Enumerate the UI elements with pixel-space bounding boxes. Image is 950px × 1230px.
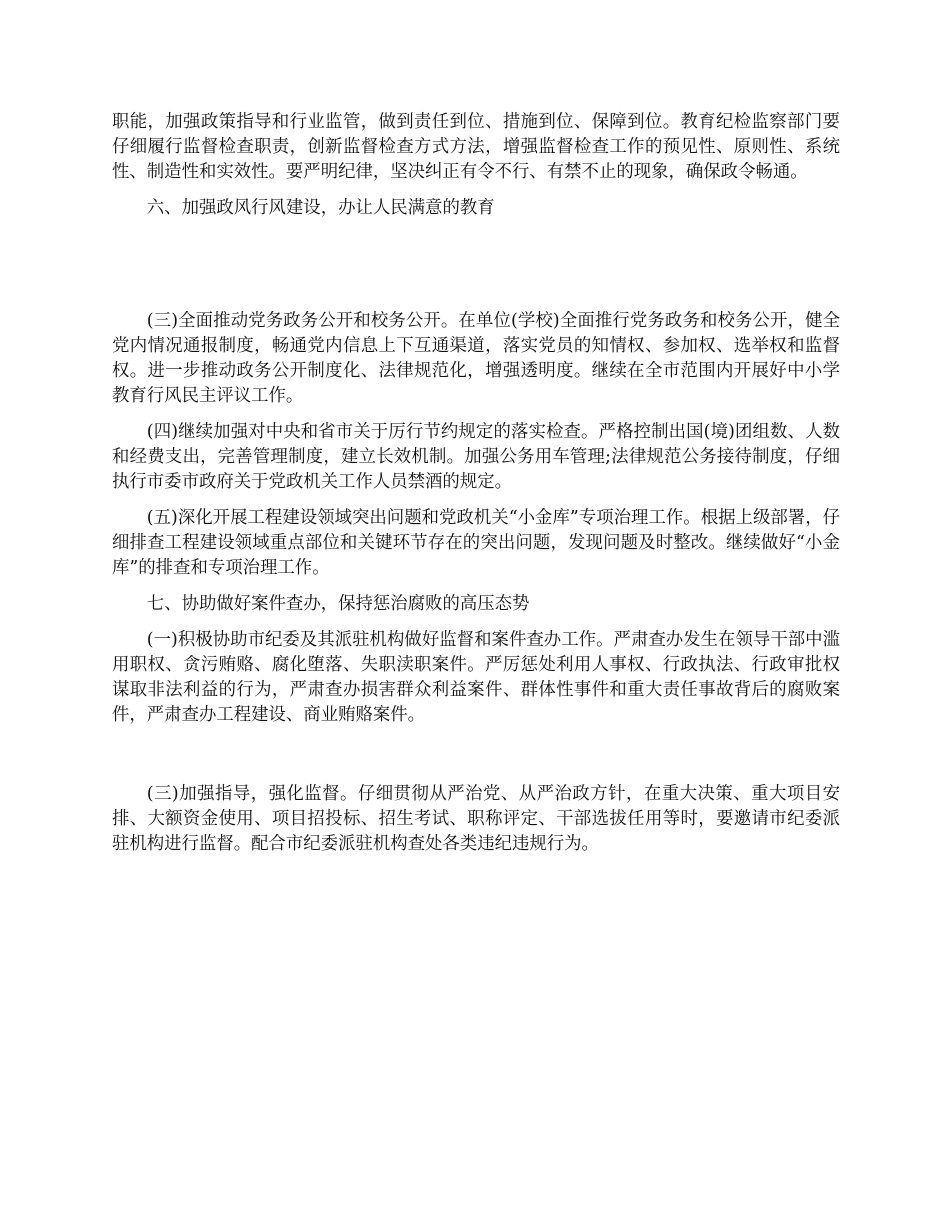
- paragraph-item-three-supervision: (三)加强指导，强化监督。仔细贯彻从严治党、从严治政方针，在重大决策、重大项目安排、大额资金使用、项目招投标、招生考试、职称评定、干部选拔任用等时，要邀请市纪委派驻机构进行监督。配合市纪委派驻机构查处各类违纪违规行为。: [112, 784, 840, 854]
- paragraph-continuation: 职能，加强政策指导和行业监管，做到责任到位、措施到位、保障到位。教育纪检监察部门要仔细履行监督检查职责，创新监督检查方式方法，增强监督检查工作的预见性、原则性、系统性、制造性和实效性。要严明纪律，坚决纠正有令不行、有禁不止的现象，确保政令畅通。: [112, 112, 840, 182]
- paragraph-item-three-openness: (三)全面推动党务政务公开和校务公开。在单位(学校)全面推行党务政务和校务公开，健全党内情况通报制度，畅通党内信息上下互通渠道，落实党员的知情权、参加权、选举权和监督权。进一步推动政务公开制度化、法律规范化，增强透明度。继续在全市范围内开展好中小学教育行风民主评议工作。: [112, 311, 840, 406]
- paragraph-item-one-cases: (一)积极协助市纪委及其派驻机构做好监督和案件查办工作。严肃查办发生在领导干部中滥用职权、贪污贿赂、腐化堕落、失职渎职案件。严厉惩处利用人事权、行政执法、行政审批权谋取非法利益的行为，严肃查办损害群众利益案件、群体性事件和重大责任事故背后的腐败案件，严肃查办工程建设、商业贿赂案件。: [112, 630, 840, 725]
- section-heading-six: 六、加强政风行风建设，办让人民满意的教育: [146, 198, 495, 218]
- section-heading-seven: 七、协助做好案件查办，保持惩治腐败的高压态势: [146, 594, 530, 614]
- paragraph-item-four-frugality: (四)继续加强对中央和省市关于厉行节约规定的落实检查。严格控制出国(境)团组数、人数和经费支出，完善管理制度，建立长效机制。加强公务用车管理;法律规范公务接待制度，仔细执行市委市政府关于党政机关工作人员禁酒的规定。: [112, 422, 840, 492]
- paragraph-item-five-governance: (五)深化开展工程建设领域突出问题和党政机关“小金库”专项治理工作。根据上级部署，仔细排查工程建设领域重点部位和关键环节存在的突出问题，发现问题及时整改。继续做好“小金库”的排查和专项治理工作。: [112, 508, 840, 578]
- document-page: [112, 110, 840, 857]
